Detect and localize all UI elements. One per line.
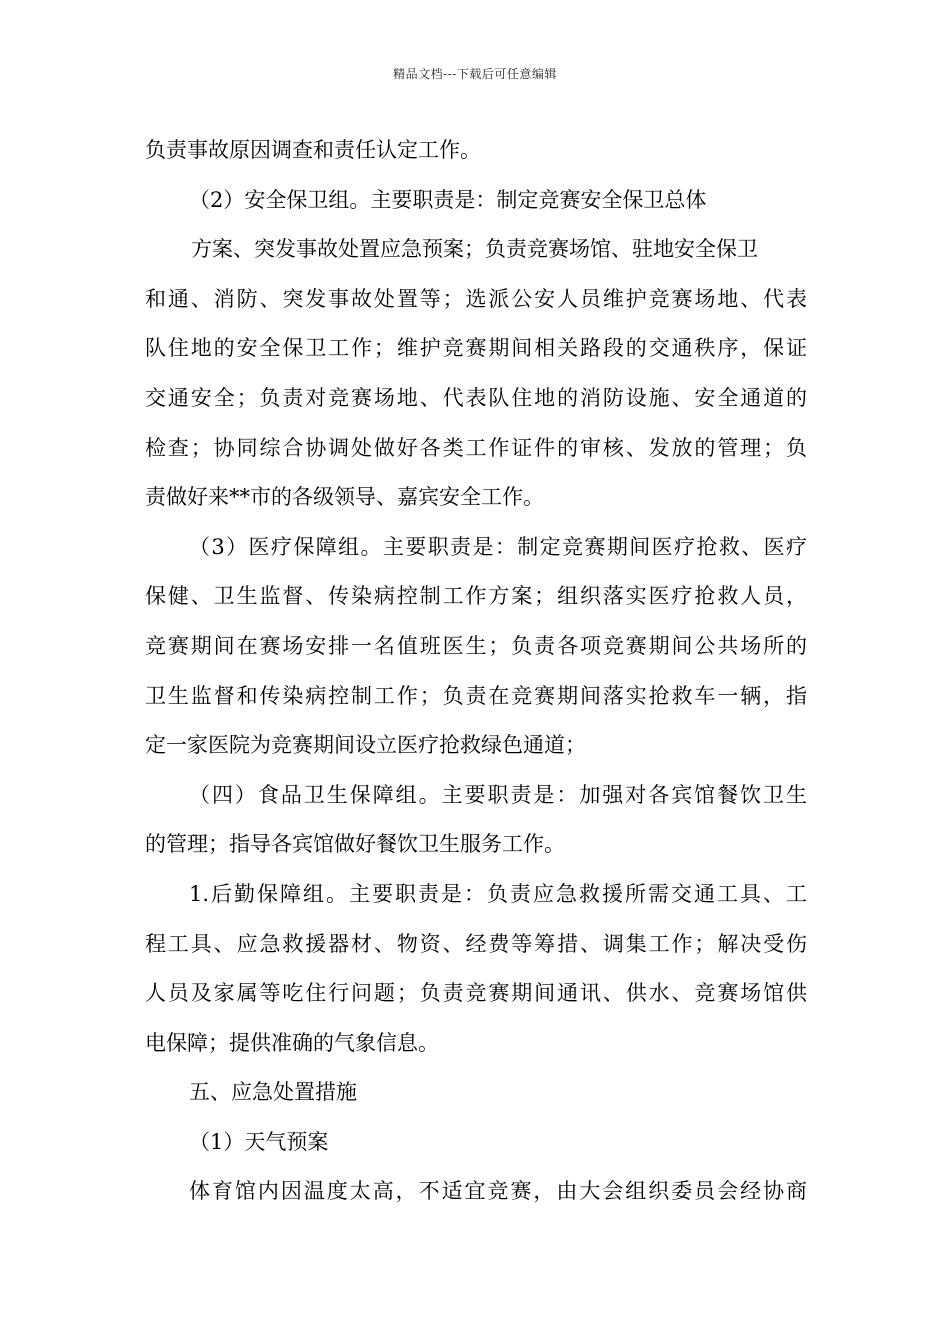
text-line: 卫生监督和传染病控制工作；负责在竞赛期间落实抢救车一辆，指 xyxy=(145,683,807,708)
text-line: 和通、消防、突发事故处置等；选派公安人员维护竞赛场地、代表 xyxy=(145,286,807,311)
text-line: 交通安全；负责对竞赛场地、代表队住地的消防设施、安全通道的 xyxy=(145,385,807,410)
document-body xyxy=(145,126,807,1217)
page-header: 精品文档---下载后可任意编辑 xyxy=(393,67,557,81)
text-line: 保健、卫生监督、传染病控制工作方案；组织落实医疗抢救人员， xyxy=(145,584,807,609)
text-line: 人员及家属等吃住行问题；负责竞赛期间通讯、供水、竞赛场馆供 xyxy=(145,981,807,1006)
text-line: 检查；协同综合协调处做好各类工作证件的审核、发放的管理；负 xyxy=(145,435,807,460)
text-line: 队住地的安全保卫工作；维护竞赛期间相关路段的交通秩序，保证 xyxy=(145,336,807,361)
text-line: 责做好来**市的各级领导、嘉宾安全工作。 xyxy=(145,485,544,510)
text-line: 负责事故原因调查和责任认定工作。 xyxy=(145,138,481,162)
text-line: 程工具、应急救援器材、物资、经费等筹措、调集工作；解决受伤 xyxy=(145,931,807,956)
text-line: 电保障；提供准确的气象信息。 xyxy=(145,1030,439,1055)
text-line: 1.后勤保障组。主要职责是：负责应急救援所需交通工具、工 xyxy=(189,881,807,906)
section-heading: 五、应急处置措施 xyxy=(189,1080,357,1105)
text-line: （3）医疗保障组。主要职责是：制定竞赛期间医疗抢救、医疗 xyxy=(189,534,807,559)
text-line: （四）食品卫生保障组。主要职责是：加强对各宾馆餐饮卫生 xyxy=(189,782,807,807)
subsection-heading: （1）天气预案 xyxy=(189,1129,329,1154)
text-line: 体育馆内因温度太高，不适宜竞赛，由大会组织委员会经协商 xyxy=(189,1179,807,1204)
text-line: （2）安全保卫组。主要职责是：制定竞赛安全保卫总体 xyxy=(189,187,707,212)
text-line: 定一家医院为竞赛期间设立医疗抢救绿色通道； xyxy=(145,733,586,758)
text-line: 竞赛期间在赛场安排一名值班医生；负责各项竞赛期间公共场所的 xyxy=(145,633,807,658)
text-line: 方案、突发事故处置应急预案；负责竞赛场馆、驻地安全保卫 xyxy=(191,237,758,262)
text-line: 的管理；指导各宾馆做好餐饮卫生服务工作。 xyxy=(145,832,565,857)
